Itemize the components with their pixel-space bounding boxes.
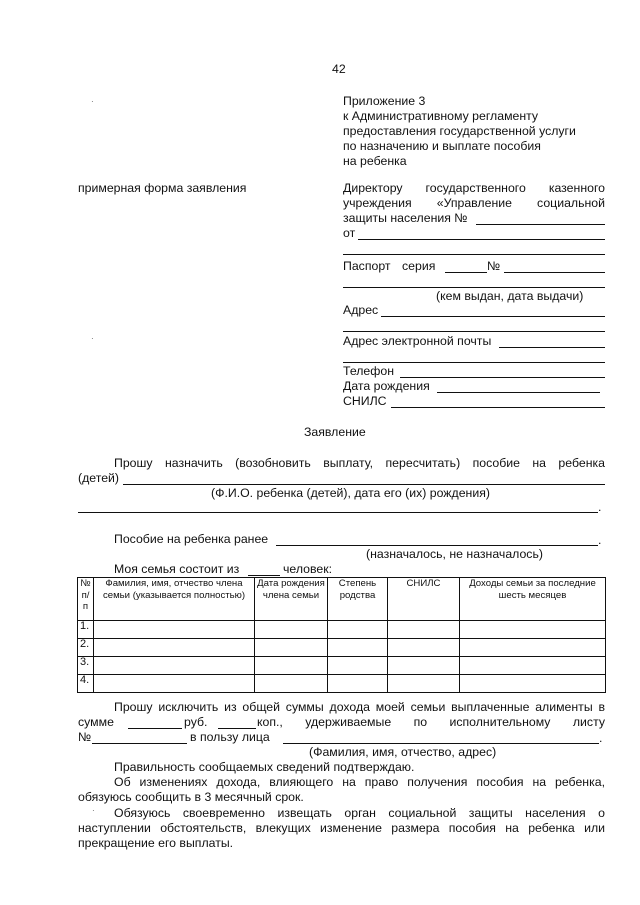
child-name-hint: (Ф.И.О. ребенка (детей), дата его (их) рождения) [211, 486, 490, 500]
column-header: Дата рождения члена семьи [255, 578, 328, 621]
table-cell[interactable] [328, 657, 388, 675]
sum-label: сумме [78, 715, 114, 729]
page-number: 42 [332, 62, 346, 76]
row-number: 2. [78, 639, 94, 657]
column-header: Фамилия, имя, отчество члена семьи (указывается полностью) [94, 578, 255, 621]
table-row [78, 675, 606, 693]
from-label: от [343, 226, 356, 240]
row-number: 3. [78, 657, 94, 675]
table-cell[interactable] [94, 675, 255, 693]
applicant-name-field-2[interactable] [343, 254, 605, 255]
director-line: Директору государственного казенного [343, 181, 605, 195]
table-cell[interactable] [388, 639, 460, 657]
table-cell[interactable] [460, 675, 606, 693]
column-header: Доходы семьи за последние шесть месяцев [460, 578, 606, 621]
passport-issued-field[interactable] [343, 287, 605, 288]
request-dot: . [598, 500, 602, 514]
table-cell[interactable] [388, 657, 460, 675]
table-cell[interactable] [388, 621, 460, 639]
child-name-field[interactable] [123, 484, 605, 485]
family-members-table [77, 577, 606, 693]
row-number: 1. [78, 621, 94, 639]
birthdate-label: Дата рождения [343, 379, 430, 393]
previous-benefit-hint: (назначалось, не назначалось) [366, 547, 543, 561]
rub-label: руб. [184, 715, 208, 729]
series-label: серия [402, 259, 436, 273]
director-line: защиты населения № [343, 211, 468, 225]
table-row [78, 621, 606, 639]
table-cell[interactable] [255, 621, 328, 639]
table-cell[interactable] [460, 639, 606, 657]
family-size-prefix: Моя семья состоит из [114, 562, 240, 576]
department-number-field[interactable] [476, 224, 605, 225]
applicant-name-field[interactable] [358, 239, 605, 240]
birthdate-field[interactable] [437, 392, 600, 393]
table-cell[interactable] [94, 621, 255, 639]
table-cell[interactable] [388, 675, 460, 693]
recipient-field[interactable] [283, 743, 599, 744]
document-title: Заявление [304, 425, 366, 439]
passport-number-field[interactable] [504, 272, 605, 273]
table-cell[interactable] [255, 639, 328, 657]
notify-text: Обязуюсь своевременно извещать орган социальной защиты населения о [114, 806, 605, 820]
alimony-dot: . [599, 731, 603, 745]
table-cell[interactable] [460, 657, 606, 675]
email-label: Адрес электронной почты [343, 334, 492, 348]
address-field[interactable] [381, 316, 605, 317]
table-cell[interactable] [328, 639, 388, 657]
family-size-field[interactable] [248, 575, 280, 576]
phone-field[interactable] [400, 377, 605, 378]
sum-rub-field[interactable] [128, 728, 182, 729]
request-line-prefix: (детей) [78, 471, 119, 485]
notify-text-2: наступлении обстоятельств, влекущих изменение размера пособия на ребенка или [78, 821, 605, 835]
passport-number-label: № [487, 259, 501, 273]
snils-label: СНИЛС [343, 394, 387, 408]
appendix-line: к Административному регламенту [343, 109, 539, 123]
scan-speck: · [91, 97, 94, 106]
alimony-line: Прошу исключить из общей суммы дохода моей семьи выплаченные алименты в [114, 700, 605, 714]
writ-number-label: № [78, 730, 92, 744]
table-cell[interactable] [255, 657, 328, 675]
table-cell[interactable] [94, 639, 255, 657]
table-row [78, 639, 606, 657]
passport-series-field[interactable] [445, 272, 487, 273]
income-change-text: Об изменениях дохода, влияющего на право получения пособия на ребенка, [114, 775, 605, 789]
notify-text-3: прекращение его выплаты. [78, 836, 234, 850]
table-row [78, 657, 606, 675]
request-line: Прошу назначить (возобновить выплату, пересчитать) пособие на ребенка [114, 456, 605, 470]
previous-dot: . [598, 533, 602, 547]
income-change-text-2: обязуюсь сообщить в 3 месячный срок. [78, 790, 304, 804]
recipient-hint: (Фамилия, имя, отчество, адрес) [309, 745, 497, 759]
family-size-suffix: человек: [283, 562, 333, 576]
scan-speck: · [91, 334, 94, 343]
snils-field[interactable] [391, 407, 605, 408]
email-field-2[interactable] [343, 362, 605, 363]
appendix-line: на ребенка [343, 154, 407, 168]
writ-number-field[interactable] [92, 743, 187, 744]
table-cell[interactable] [255, 675, 328, 693]
address-field-2[interactable] [343, 331, 605, 332]
in-favor-label: в пользу лица [190, 730, 270, 744]
email-field[interactable] [499, 347, 605, 348]
table-cell[interactable] [328, 675, 388, 693]
table-cell[interactable] [460, 621, 606, 639]
form-type-label: примерная форма заявления [78, 181, 247, 195]
director-line: учреждения «Управление социальной [343, 196, 605, 210]
row-number: 4. [78, 675, 94, 693]
scan-speck: · [92, 806, 95, 815]
child-name-field-2[interactable] [78, 512, 598, 513]
previous-benefit-label: Пособие на ребенка ранее [114, 532, 269, 546]
kop-label: коп., удерживаемые по исполнительному листу [257, 715, 605, 729]
phone-label: Телефон [343, 364, 395, 378]
address-label: Адрес [343, 303, 379, 317]
appendix-line: предоставления государственной услуги [343, 124, 576, 138]
appendix-line: по назначению и выплате пособия [343, 139, 541, 153]
passport-label: Паспорт [343, 259, 391, 273]
previous-benefit-field[interactable] [276, 545, 598, 546]
confirm-text: Правильность сообщаемых сведений подтверждаю. [114, 760, 415, 774]
appendix-line: Приложение 3 [343, 94, 426, 108]
column-header: № п/ п [78, 578, 94, 621]
table-cell[interactable] [94, 657, 255, 675]
column-header: СНИЛС [388, 578, 460, 621]
column-header: Степень родства [328, 578, 388, 621]
table-cell[interactable] [328, 621, 388, 639]
table-header-row [78, 578, 606, 621]
sum-kop-field[interactable] [218, 728, 256, 729]
issued-hint: (кем выдан, дата выдачи) [436, 289, 584, 303]
